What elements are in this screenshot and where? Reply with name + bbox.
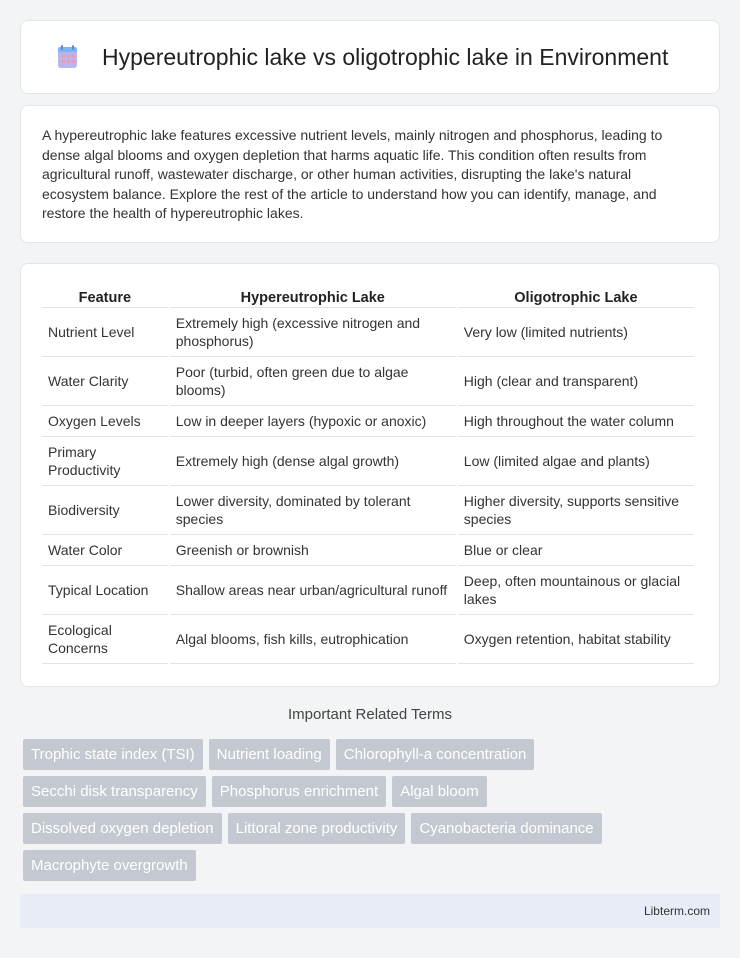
row-oligotrophic: High (clear and transparent) [458, 357, 694, 406]
related-tag[interactable]: Macrophyte overgrowth [23, 850, 196, 881]
page-title: Hypereutrophic lake vs oligotrophic lake in Environment [102, 43, 669, 70]
row-feature: Water Clarity [42, 357, 168, 406]
row-feature: Typical Location [42, 566, 168, 615]
notebook-icon [54, 44, 80, 70]
table-row [42, 308, 694, 357]
page-header [20, 20, 720, 94]
comparison-card [20, 263, 720, 687]
row-hypereutrophic: Shallow areas near urban/agricultural runoff [170, 566, 456, 615]
related-terms-title: Important Related Terms [288, 706, 452, 723]
table-row [42, 406, 694, 437]
row-feature: Primary Productivity [42, 437, 168, 486]
header-oligotrophic: Oligotrophic Lake [458, 284, 694, 308]
table-row [42, 615, 694, 664]
related-tag[interactable]: Cyanobacteria dominance [411, 813, 601, 844]
table-row [42, 437, 694, 486]
row-hypereutrophic: Extremely high (dense algal growth) [170, 437, 456, 486]
row-hypereutrophic: Low in deeper layers (hypoxic or anoxic) [170, 406, 456, 437]
intro-text: A hypereutrophic lake features excessive nutrient levels, mainly nitrogen and phosphorus, leading to dense algal blooms and oxygen depletion that harms aquatic life. This condition often results from agricultural runoff, wastewater discharge, or other human activities, disrupting the lake's natural ecosystem balance. Explore the rest of the article to understand how you can identify, manage, and restore the health of hypereutrophic lakes. [42, 127, 663, 221]
row-oligotrophic: Very low (limited nutrients) [458, 308, 694, 357]
related-tag[interactable]: Nutrient loading [209, 739, 330, 770]
row-feature: Oxygen Levels [42, 406, 168, 437]
row-hypereutrophic: Algal blooms, fish kills, eutrophication [170, 615, 456, 664]
row-oligotrophic: Deep, often mountainous or glacial lakes [458, 566, 694, 615]
related-tag[interactable]: Dissolved oxygen depletion [23, 813, 222, 844]
row-oligotrophic: Blue or clear [458, 535, 694, 566]
footer-brand-link[interactable]: Libterm.com [643, 904, 710, 918]
related-terms-tags [23, 739, 723, 887]
related-tag[interactable]: Phosphorus enrichment [212, 776, 386, 807]
row-oligotrophic: Higher diversity, supports sensitive species [458, 486, 694, 535]
row-oligotrophic: High throughout the water column [458, 406, 694, 437]
related-tag[interactable]: Trophic state index (TSI) [23, 739, 203, 770]
table-row [42, 566, 694, 615]
related-tag[interactable]: Littoral zone productivity [228, 813, 406, 844]
related-tag[interactable]: Chlorophyll-a concentration [336, 739, 535, 770]
row-feature: Ecological Concerns [42, 615, 168, 664]
related-tag[interactable]: Algal bloom [392, 776, 486, 807]
comparison-table [40, 284, 696, 664]
intro-card [20, 105, 720, 243]
row-hypereutrophic: Greenish or brownish [170, 535, 456, 566]
table-row [42, 357, 694, 406]
table-row [42, 535, 694, 566]
row-feature: Biodiversity [42, 486, 168, 535]
row-hypereutrophic: Lower diversity, dominated by tolerant species [170, 486, 456, 535]
table-row [42, 486, 694, 535]
related-tag[interactable]: Secchi disk transparency [23, 776, 206, 807]
row-feature: Nutrient Level [42, 308, 168, 357]
row-hypereutrophic: Poor (turbid, often green due to algae blooms) [170, 357, 456, 406]
row-feature: Water Color [42, 535, 168, 566]
row-oligotrophic: Oxygen retention, habitat stability [458, 615, 694, 664]
footer [20, 894, 720, 928]
header-feature: Feature [42, 284, 168, 308]
row-oligotrophic: Low (limited algae and plants) [458, 437, 694, 486]
header-hypereutrophic: Hypereutrophic Lake [170, 284, 456, 308]
row-hypereutrophic: Extremely high (excessive nitrogen and phosphorus) [170, 308, 456, 357]
